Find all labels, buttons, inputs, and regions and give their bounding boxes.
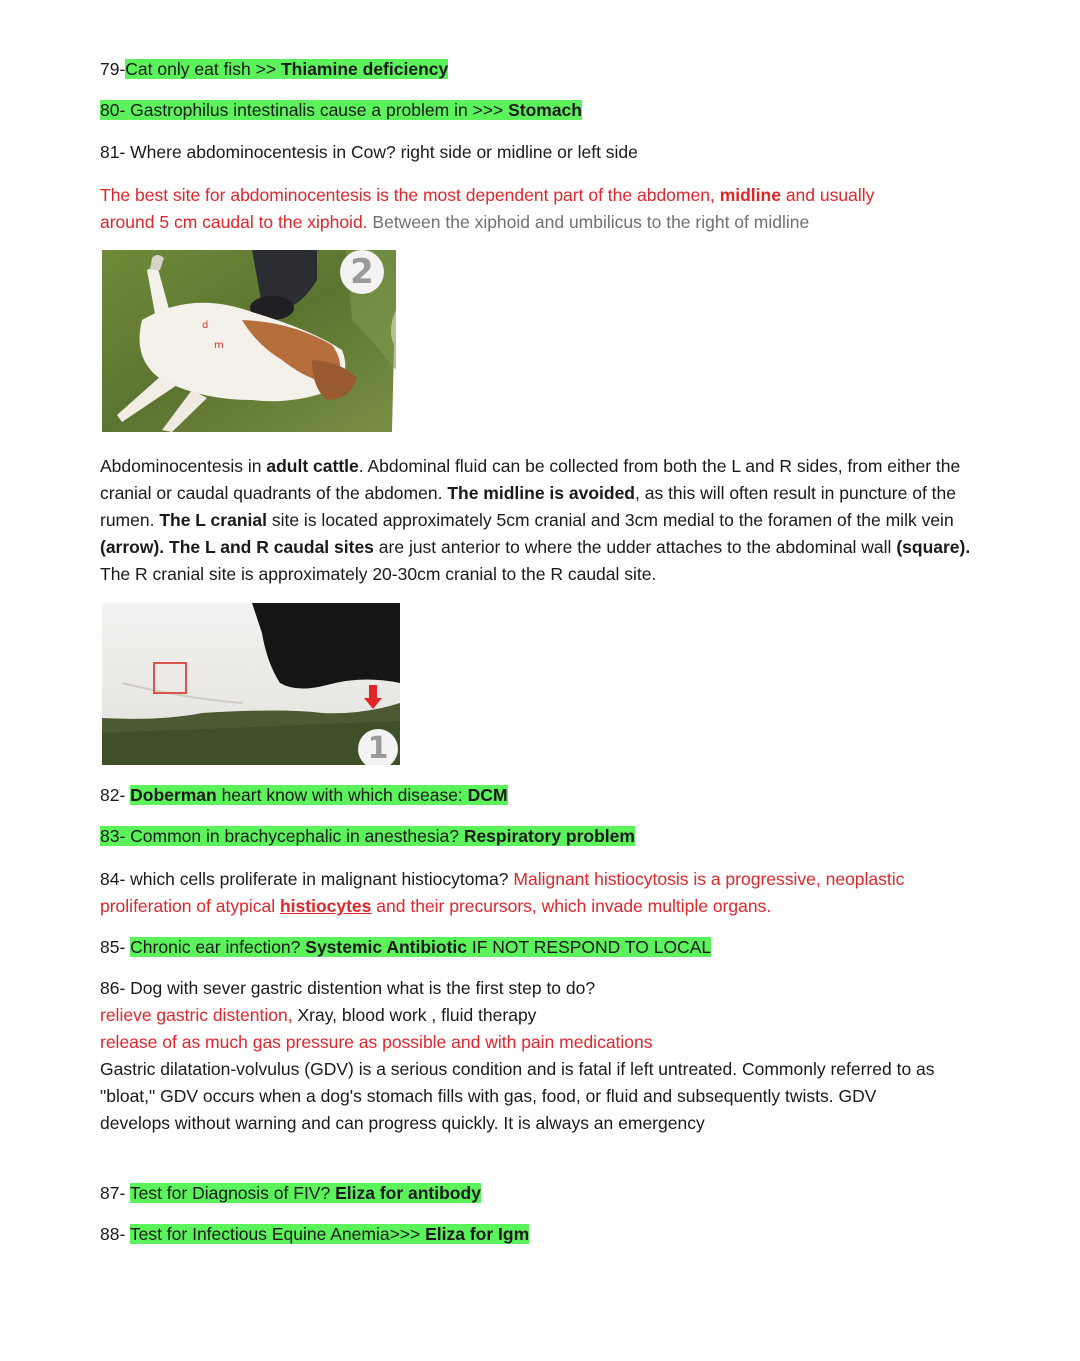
cattle-abdominocentesis-paragraph: Abdominocentesis in adult cattle. Abdominal fluid can be collected from both the L and R sides, from either the cranial or caudal quadrants of the abdomen. The midline is avoided, as this will often result in puncture of the rumen. The L cranial site is located approximately 5cm cranial and 3cm medial to the foramen of the milk vein (arrow). The L and R caudal sites are just anterior to where the udder attaches to the abdominal wall (square). The R cranial site is approximately 20-30cm cranial to the R caudal site. bbox=[100, 456, 971, 584]
q81-red-text-2: and usually bbox=[780, 185, 875, 205]
q81-red-text-1: The best site for abdominocentesis is the most dependent part of the abdomen, bbox=[100, 185, 720, 205]
q86-answer-line-2: release of as much gas pressure as possible and with pain medications bbox=[100, 1032, 653, 1052]
cow-photo-illustration bbox=[102, 603, 400, 765]
question-83: 83- Common in brachycephalic in anesthesia? Respiratory problem bbox=[100, 826, 635, 846]
figure-number-badge: 2 bbox=[340, 250, 384, 294]
q81-red-bold: midline bbox=[719, 185, 781, 205]
q81-gray-text: Between the xiphoid and umbilicus to the right of midline bbox=[367, 212, 810, 232]
q81-red-text-3: around 5 cm caudal to the xiphoid. bbox=[100, 212, 368, 232]
question-81: 81- Where abdominocentesis in Cow? right side or midline or left side bbox=[100, 142, 638, 162]
question-84: 84- which cells proliferate in malignant histiocytoma? Malignant histiocytosis is a progressive, neoplastic bbox=[100, 869, 905, 889]
question-87: 87- Test for Diagnosis of FIV? Eliza for antibody bbox=[100, 1183, 481, 1203]
q86-answer-line-1: relieve gastric distention, Xray, blood work , fluid therapy bbox=[100, 1005, 537, 1025]
svg-text:d: d bbox=[202, 320, 209, 331]
question-85: 85- Chronic ear infection? Systemic Antibiotic IF NOT RESPOND TO LOCAL bbox=[100, 937, 712, 957]
question-79 bbox=[100, 56, 448, 83]
question-86: 86- Dog with sever gastric distention what is the first step to do? bbox=[100, 978, 596, 998]
question-80 bbox=[100, 97, 582, 124]
calf-photo bbox=[102, 250, 396, 432]
question-88: 88- Test for Infectious Equine Anemia>>> Eliza for Igm bbox=[100, 1224, 530, 1244]
gdv-paragraph: Gastric dilatation-volvulus (GDV) is a serious condition and is fatal if left untreated. Commonly referred to as "bloat," GDV occurs when a dog's stomach fills with gas, food, or fluid and subsequently twists. GDV develops without warning and can progress quickly. It is always an emergency bbox=[100, 1059, 935, 1133]
figure-number-badge: 1 bbox=[358, 729, 398, 765]
q81-answer-line-2 bbox=[100, 209, 809, 236]
cow-photo bbox=[102, 603, 400, 765]
svg-text:m: m bbox=[214, 340, 224, 351]
question-82: 82- Doberman heart know with which disease: DCM bbox=[100, 785, 508, 805]
q80-answer: Stomach bbox=[508, 100, 582, 120]
q84-answer-line-2: proliferation of atypical histiocytes and their precursors, which invade multiple organs. bbox=[100, 896, 772, 916]
q79-number: 79- bbox=[100, 59, 126, 79]
q81-answer-line-1 bbox=[100, 182, 874, 209]
q79-text: Cat only eat fish >> bbox=[125, 59, 281, 79]
q80-text: 80- Gastrophilus intestinalis cause a problem in >>> bbox=[100, 100, 509, 120]
histiocytes-link[interactable]: histiocytes bbox=[279, 896, 372, 916]
q79-answer: Thiamine deficiency bbox=[280, 59, 449, 79]
